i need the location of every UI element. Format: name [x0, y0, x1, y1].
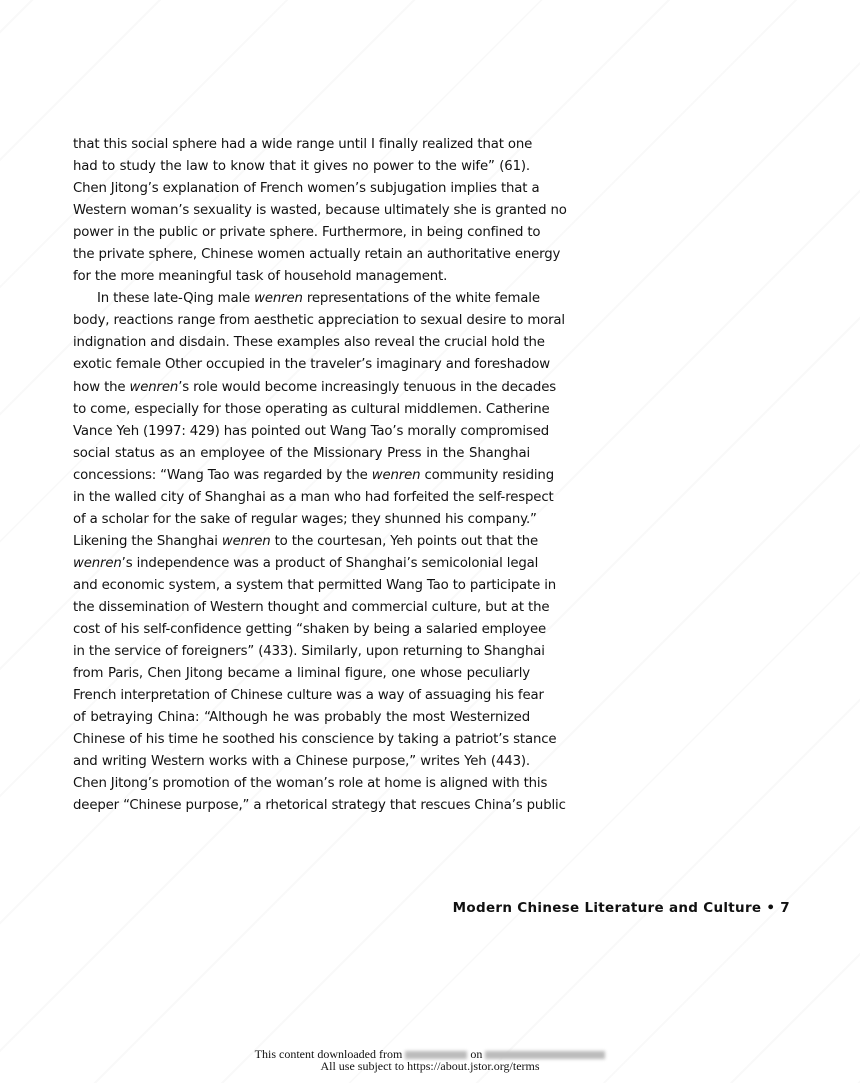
body-text: [73, 134, 567, 817]
text-line: wenren’s independence was a product of Shanghai’s semicolonial legal: [73, 555, 539, 571]
jstor-footer: [0, 1048, 860, 1072]
text-line: social status as an employee of the Missionary Press in the Shanghai: [73, 445, 530, 461]
text-line: in the service of foreigners” (433). Similarly, upon returning to Shanghai: [73, 644, 545, 660]
text-line: In these late-Qing male wenren representations of the white female: [97, 291, 540, 307]
text-line: French interpretation of Chinese culture was a way of assuaging his fear: [73, 688, 544, 704]
text-line: the private sphere, Chinese women actually retain an authoritative energy: [73, 247, 561, 263]
text-line: for the more meaningful task of household management.: [73, 269, 448, 285]
text-line: the dissemination of Western thought and commercial culture, but at the: [73, 599, 550, 615]
text-line: and writing Western works with a Chinese purpose,” writes Yeh (443).: [73, 754, 530, 770]
text-line: Chen Jitong’s explanation of French women’s subjugation implies that a: [73, 181, 540, 197]
text-line: exotic female Other occupied in the traveler’s imaginary and foreshadow: [73, 357, 550, 373]
running-footer: Modern Chinese Literature and Culture • 7: [452, 900, 790, 916]
paragraph: [73, 288, 566, 817]
text-line: indignation and disdain. These examples also reveal the crucial hold the: [73, 335, 545, 351]
paragraph: [73, 134, 567, 288]
text-line: Chinese of his time he soothed his conscience by taking a patriot’s stance: [73, 732, 557, 748]
text-line: how the wenren’s role would become increasingly tenuous in the decades: [73, 379, 557, 395]
text-line: Likening the Shanghai wenren to the courtesan, Yeh points out that the: [73, 533, 539, 549]
text-line: to come, especially for those operating as cultural middlemen. Catherine: [73, 401, 550, 417]
download-notice: This content downloaded from on: [0, 1048, 860, 1060]
text-line: of a scholar for the sake of regular wages; they shunned his company.”: [73, 511, 537, 527]
redacted-timestamp: [485, 1051, 605, 1059]
text-line: cost of his self-confidence getting “shaken by being a salaried employee: [73, 622, 547, 638]
terms-notice: All use subject to https://about.jstor.org/terms: [320, 1059, 540, 1073]
text-line: and economic system, a system that permitted Wang Tao to participate in: [73, 577, 557, 593]
text-line: concessions: “Wang Tao was regarded by the wenren community residing: [73, 467, 554, 483]
text-line: had to study the law to know that it gives no power to the wife” (61).: [73, 159, 530, 175]
text-line: from Paris, Chen Jitong became a liminal figure, one whose peculiarly: [73, 666, 530, 682]
text-line: body, reactions range from aesthetic appreciation to sexual desire to moral: [73, 313, 565, 329]
text-line: Chen Jitong’s promotion of the woman’s role at home is aligned with this: [73, 776, 548, 792]
text-line: deeper “Chinese purpose,” a rhetorical strategy that rescues China’s public: [73, 798, 566, 814]
text-line: Western woman’s sexuality is wasted, because ultimately she is granted no: [73, 203, 567, 219]
text-line: power in the public or private sphere. Furthermore, in being confined to: [73, 225, 541, 241]
redacted-ip: [405, 1051, 467, 1059]
text-line: Vance Yeh (1997: 429) has pointed out Wang Tao’s morally compromised: [73, 423, 550, 439]
text-line: that this social sphere had a wide range until I finally realized that one: [73, 137, 533, 152]
text-line: in the walled city of Shanghai as a man who had forfeited the self-respect: [73, 489, 554, 505]
text-line: of betraying China: “Although he was probably the most Westernized: [73, 710, 530, 726]
